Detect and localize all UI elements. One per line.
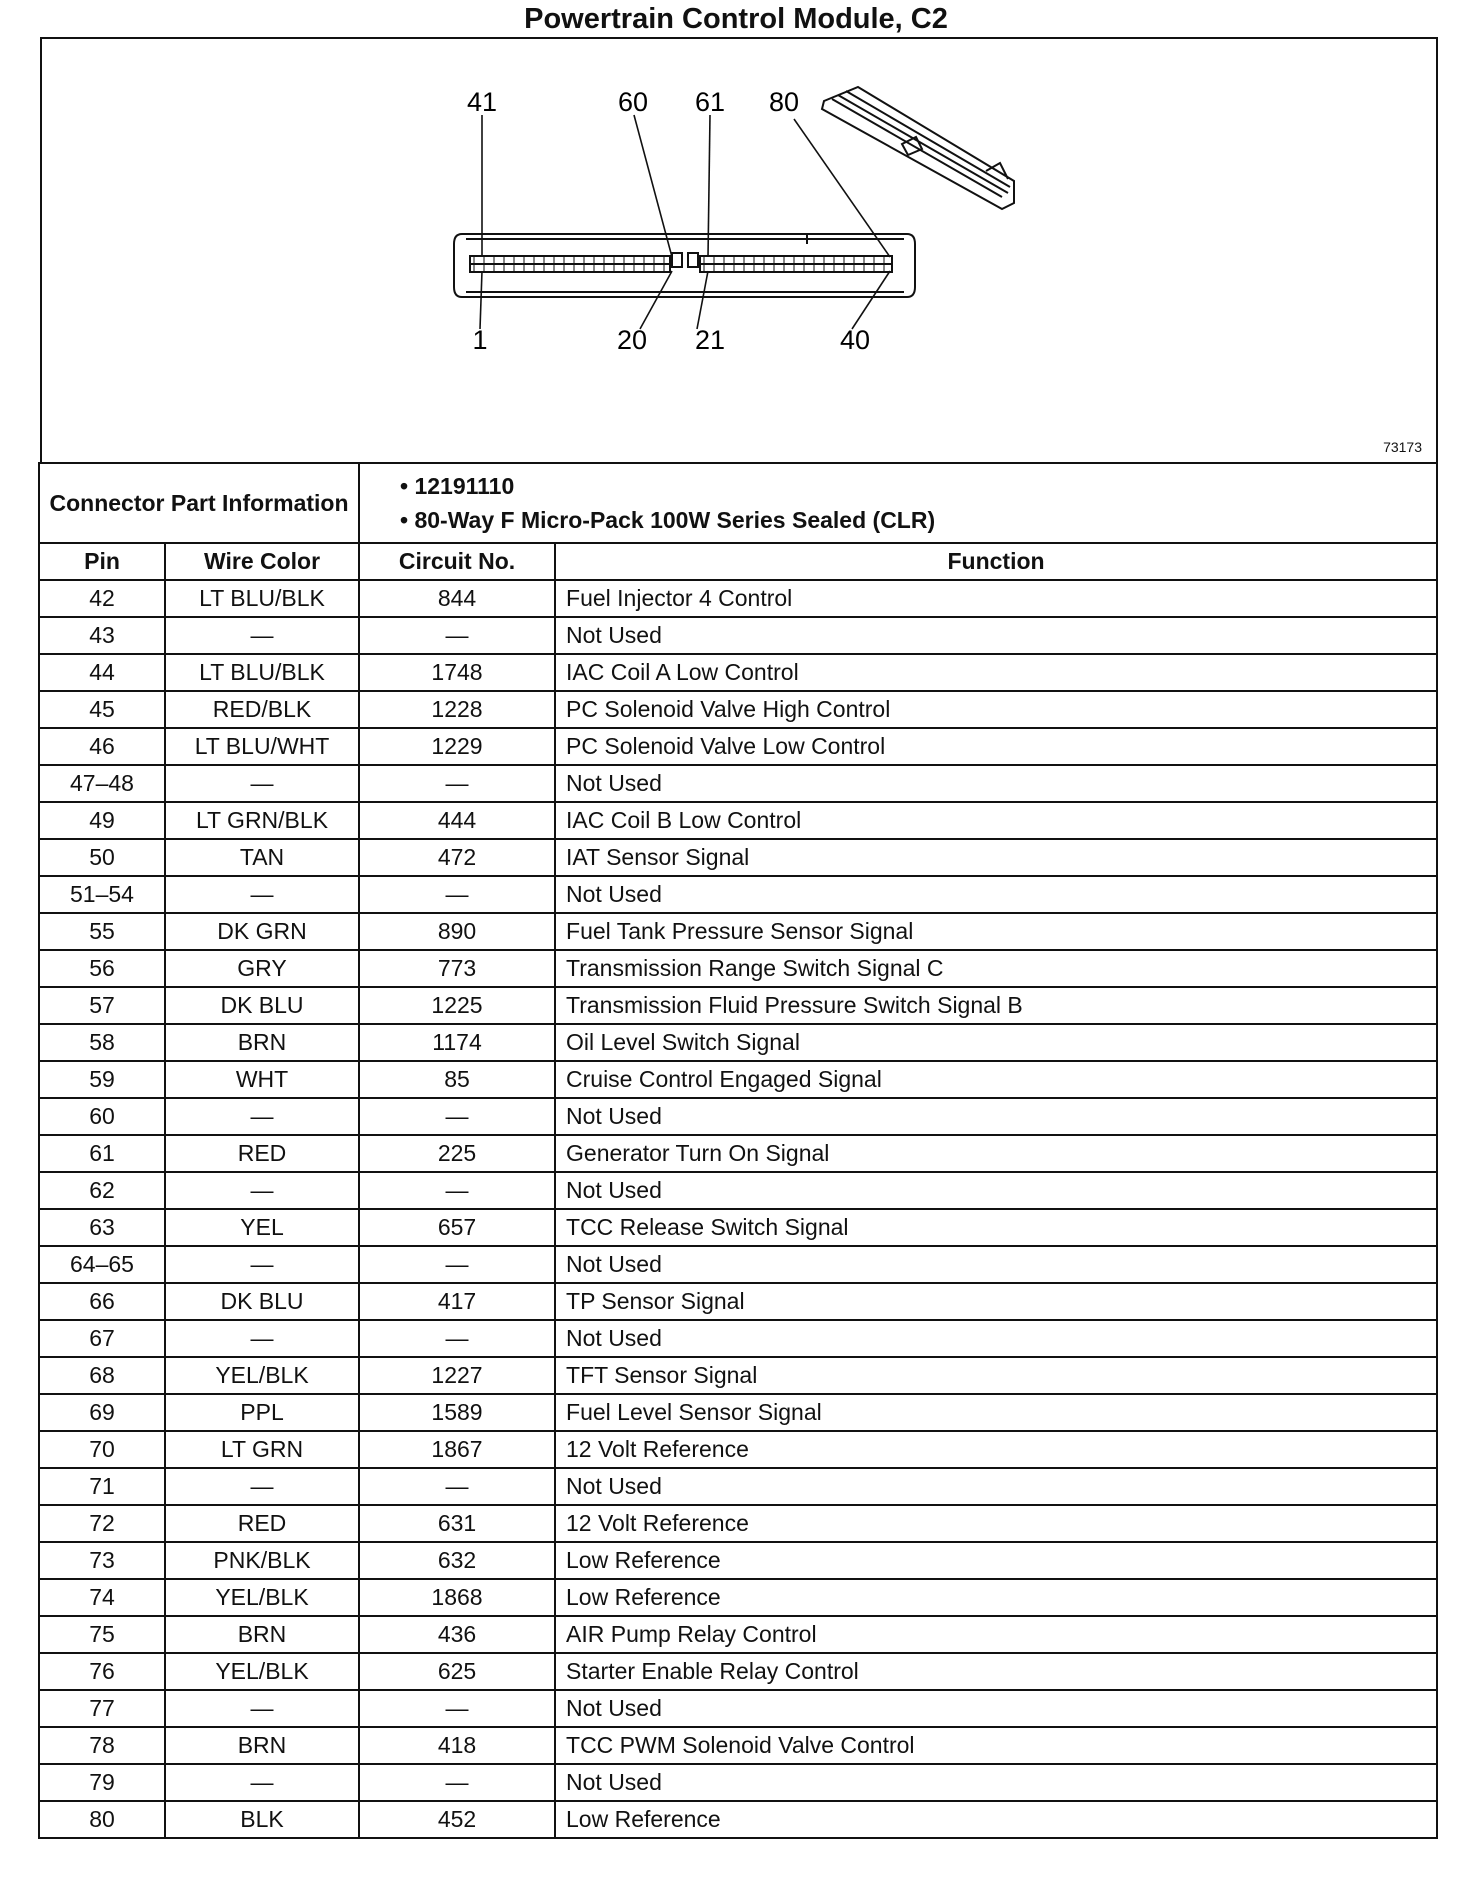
- table-row: [39, 987, 1437, 1024]
- wire-color-cell: LT BLU/WHT: [165, 728, 359, 765]
- pin-cell: 45: [39, 691, 165, 728]
- pin-cell: 79: [39, 1764, 165, 1801]
- pin-table-body: [39, 580, 1437, 1838]
- wire-color-cell: TAN: [165, 839, 359, 876]
- pin-table: [38, 462, 1438, 1839]
- table-row: [39, 1468, 1437, 1505]
- table-row: [39, 1727, 1437, 1764]
- circuit-cell: 444: [359, 802, 555, 839]
- connector-description: • 80-Way F Micro-Pack 100W Series Sealed (CLR): [400, 507, 936, 533]
- function-cell: 12 Volt Reference: [555, 1431, 1437, 1468]
- pin-cell: 50: [39, 839, 165, 876]
- circuit-cell: 773: [359, 950, 555, 987]
- function-cell: PC Solenoid Valve High Control: [555, 691, 1437, 728]
- table-row: [39, 802, 1437, 839]
- circuit-cell: 1868: [359, 1579, 555, 1616]
- circuit-cell: 472: [359, 839, 555, 876]
- pin-cell: 62: [39, 1172, 165, 1209]
- circuit-cell: 452: [359, 1801, 555, 1838]
- wire-color-cell: YEL/BLK: [165, 1357, 359, 1394]
- wire-color-cell: —: [165, 1468, 359, 1505]
- table-row: [39, 950, 1437, 987]
- pin-cell: 74: [39, 1579, 165, 1616]
- pin-cell: 69: [39, 1394, 165, 1431]
- wire-color-cell: —: [165, 1246, 359, 1283]
- circuit-cell: 225: [359, 1135, 555, 1172]
- function-cell: IAC Coil B Low Control: [555, 802, 1437, 839]
- circuit-cell: 1174: [359, 1024, 555, 1061]
- function-cell: TP Sensor Signal: [555, 1283, 1437, 1320]
- wire-color-cell: LT BLU/BLK: [165, 654, 359, 691]
- circuit-cell: 844: [359, 580, 555, 617]
- circuit-cell: —: [359, 617, 555, 654]
- pin-cell: 67: [39, 1320, 165, 1357]
- function-cell: 12 Volt Reference: [555, 1505, 1437, 1542]
- table-row: [39, 1098, 1437, 1135]
- circuit-cell: —: [359, 1246, 555, 1283]
- function-cell: Low Reference: [555, 1579, 1437, 1616]
- function-cell: Not Used: [555, 1690, 1437, 1727]
- circuit-cell: —: [359, 1764, 555, 1801]
- function-cell: Not Used: [555, 617, 1437, 654]
- page-title: Powertrain Control Module, C2: [524, 3, 948, 35]
- function-cell: Generator Turn On Signal: [555, 1135, 1437, 1172]
- wire-color-cell: —: [165, 876, 359, 913]
- column-header-pin: Pin: [39, 543, 165, 580]
- pin-label-bottom: 21: [694, 325, 726, 355]
- wire-color-cell: BLK: [165, 1801, 359, 1838]
- function-cell: Fuel Level Sensor Signal: [555, 1394, 1437, 1431]
- circuit-cell: 1589: [359, 1394, 555, 1431]
- function-cell: Starter Enable Relay Control: [555, 1653, 1437, 1690]
- wire-color-cell: LT BLU/BLK: [165, 580, 359, 617]
- pin-cell: 49: [39, 802, 165, 839]
- wire-color-cell: DK BLU: [165, 1283, 359, 1320]
- pin-cell: 61: [39, 1135, 165, 1172]
- function-cell: IAT Sensor Signal: [555, 839, 1437, 876]
- circuit-cell: 436: [359, 1616, 555, 1653]
- circuit-cell: —: [359, 1172, 555, 1209]
- function-cell: IAC Coil A Low Control: [555, 654, 1437, 691]
- table-row: [39, 1394, 1437, 1431]
- circuit-cell: 631: [359, 1505, 555, 1542]
- wire-color-cell: RED/BLK: [165, 691, 359, 728]
- function-cell: Not Used: [555, 1246, 1437, 1283]
- table-header-row: [39, 543, 1437, 580]
- function-cell: Not Used: [555, 1172, 1437, 1209]
- table-row: [39, 1246, 1437, 1283]
- connector-info-row: [39, 463, 1437, 543]
- pin-label-top: 80: [768, 87, 800, 117]
- table-row: [39, 1542, 1437, 1579]
- column-header-function: Function: [555, 543, 1437, 580]
- pin-label-top: 60: [617, 87, 649, 117]
- wire-color-cell: DK BLU: [165, 987, 359, 1024]
- function-cell: TFT Sensor Signal: [555, 1357, 1437, 1394]
- pin-cell: 73: [39, 1542, 165, 1579]
- table-row: [39, 580, 1437, 617]
- pin-cell: 77: [39, 1690, 165, 1727]
- circuit-cell: —: [359, 876, 555, 913]
- connector-diagram: [42, 39, 1440, 464]
- table-row: [39, 1061, 1437, 1098]
- function-cell: Not Used: [555, 1468, 1437, 1505]
- wire-color-cell: BRN: [165, 1616, 359, 1653]
- function-cell: Not Used: [555, 1764, 1437, 1801]
- circuit-cell: 1228: [359, 691, 555, 728]
- pin-cell: 60: [39, 1098, 165, 1135]
- circuit-cell: 1227: [359, 1357, 555, 1394]
- circuit-cell: 417: [359, 1283, 555, 1320]
- pin-cell: 63: [39, 1209, 165, 1246]
- pin-cell: 56: [39, 950, 165, 987]
- function-cell: Not Used: [555, 1098, 1437, 1135]
- function-cell: Cruise Control Engaged Signal: [555, 1061, 1437, 1098]
- pin-cell: 58: [39, 1024, 165, 1061]
- pin-cell: 44: [39, 654, 165, 691]
- circuit-cell: —: [359, 1468, 555, 1505]
- wire-color-cell: YEL/BLK: [165, 1579, 359, 1616]
- wire-color-cell: —: [165, 1098, 359, 1135]
- column-header-wire-color: Wire Color: [165, 543, 359, 580]
- circuit-cell: 1225: [359, 987, 555, 1024]
- wire-color-cell: DK GRN: [165, 913, 359, 950]
- function-cell: Fuel Injector 4 Control: [555, 580, 1437, 617]
- circuit-cell: 1867: [359, 1431, 555, 1468]
- pin-cell: 42: [39, 580, 165, 617]
- wire-color-cell: —: [165, 1764, 359, 1801]
- wire-color-cell: —: [165, 1320, 359, 1357]
- pin-label-bottom: 1: [472, 325, 488, 355]
- connector-info-label: Connector Part Information: [39, 463, 359, 543]
- table-row: [39, 1764, 1437, 1801]
- pin-cell: 47–48: [39, 765, 165, 802]
- function-cell: Transmission Range Switch Signal C: [555, 950, 1437, 987]
- wire-color-cell: —: [165, 1690, 359, 1727]
- table-row: [39, 1172, 1437, 1209]
- table-row: [39, 876, 1437, 913]
- pin-label-bottom: 20: [616, 325, 648, 355]
- pin-label-top: 41: [466, 87, 498, 117]
- function-cell: PC Solenoid Valve Low Control: [555, 728, 1437, 765]
- wire-color-cell: RED: [165, 1505, 359, 1542]
- connector-part-number: • 12191110: [400, 473, 515, 499]
- wire-color-cell: LT GRN/BLK: [165, 802, 359, 839]
- table-row: [39, 913, 1437, 950]
- function-cell: Not Used: [555, 876, 1437, 913]
- function-cell: Not Used: [555, 1320, 1437, 1357]
- wire-color-cell: PPL: [165, 1394, 359, 1431]
- table-row: [39, 839, 1437, 876]
- pin-cell: 75: [39, 1616, 165, 1653]
- table-row: [39, 617, 1437, 654]
- pin-cell: 66: [39, 1283, 165, 1320]
- pin-cell: 57: [39, 987, 165, 1024]
- circuit-cell: 418: [359, 1727, 555, 1764]
- wire-color-cell: —: [165, 617, 359, 654]
- pin-cell: 55: [39, 913, 165, 950]
- wire-color-cell: RED: [165, 1135, 359, 1172]
- pin-cell: 68: [39, 1357, 165, 1394]
- function-cell: Not Used: [555, 765, 1437, 802]
- wire-color-cell: —: [165, 1172, 359, 1209]
- wire-color-cell: GRY: [165, 950, 359, 987]
- function-cell: Low Reference: [555, 1801, 1437, 1838]
- pin-cell: 43: [39, 617, 165, 654]
- table-row: [39, 1024, 1437, 1061]
- function-cell: Low Reference: [555, 1542, 1437, 1579]
- connector-face-icon: [454, 234, 915, 297]
- table-row: [39, 1616, 1437, 1653]
- connector-info-values: [359, 463, 1437, 543]
- table-row: [39, 1320, 1437, 1357]
- pin-cell: 64–65: [39, 1246, 165, 1283]
- diagram-id: 73173: [1383, 439, 1422, 455]
- circuit-cell: 625: [359, 1653, 555, 1690]
- function-cell: Transmission Fluid Pressure Switch Signal B: [555, 987, 1437, 1024]
- connector-side-view-icon: [822, 87, 1014, 209]
- wire-color-cell: PNK/BLK: [165, 1542, 359, 1579]
- circuit-cell: 85: [359, 1061, 555, 1098]
- pin-cell: 71: [39, 1468, 165, 1505]
- table-row: [39, 654, 1437, 691]
- circuit-cell: 632: [359, 1542, 555, 1579]
- table-row: [39, 1283, 1437, 1320]
- function-cell: Fuel Tank Pressure Sensor Signal: [555, 913, 1437, 950]
- connector-diagram-frame: [40, 37, 1438, 462]
- pin-cell: 46: [39, 728, 165, 765]
- wire-color-cell: YEL/BLK: [165, 1653, 359, 1690]
- function-cell: TCC Release Switch Signal: [555, 1209, 1437, 1246]
- circuit-cell: 1229: [359, 728, 555, 765]
- table-row: [39, 1209, 1437, 1246]
- wire-color-cell: BRN: [165, 1727, 359, 1764]
- circuit-cell: 1748: [359, 654, 555, 691]
- pin-cell: 59: [39, 1061, 165, 1098]
- circuit-cell: 890: [359, 913, 555, 950]
- wire-color-cell: WHT: [165, 1061, 359, 1098]
- circuit-cell: 657: [359, 1209, 555, 1246]
- table-row: [39, 1135, 1437, 1172]
- function-cell: TCC PWM Solenoid Valve Control: [555, 1727, 1437, 1764]
- function-cell: AIR Pump Relay Control: [555, 1616, 1437, 1653]
- wire-color-cell: LT GRN: [165, 1431, 359, 1468]
- table-row: [39, 1653, 1437, 1690]
- table-row: [39, 1357, 1437, 1394]
- pin-cell: 80: [39, 1801, 165, 1838]
- wire-color-cell: YEL: [165, 1209, 359, 1246]
- pin-cell: 70: [39, 1431, 165, 1468]
- circuit-cell: —: [359, 1098, 555, 1135]
- function-cell: Oil Level Switch Signal: [555, 1024, 1437, 1061]
- pin-cell: 51–54: [39, 876, 165, 913]
- table-row: [39, 1505, 1437, 1542]
- circuit-cell: —: [359, 1690, 555, 1727]
- wire-color-cell: —: [165, 765, 359, 802]
- table-row: [39, 728, 1437, 765]
- circuit-cell: —: [359, 765, 555, 802]
- pin-cell: 76: [39, 1653, 165, 1690]
- table-row: [39, 1690, 1437, 1727]
- pin-label-bottom: 40: [839, 325, 871, 355]
- column-header-circuit: Circuit No.: [359, 543, 555, 580]
- table-row: [39, 1801, 1437, 1838]
- wire-color-cell: BRN: [165, 1024, 359, 1061]
- pin-label-top: 61: [694, 87, 726, 117]
- pin-cell: 78: [39, 1727, 165, 1764]
- table-row: [39, 1431, 1437, 1468]
- circuit-cell: —: [359, 1320, 555, 1357]
- table-row: [39, 691, 1437, 728]
- table-row: [39, 1579, 1437, 1616]
- pin-cell: 72: [39, 1505, 165, 1542]
- table-row: [39, 765, 1437, 802]
